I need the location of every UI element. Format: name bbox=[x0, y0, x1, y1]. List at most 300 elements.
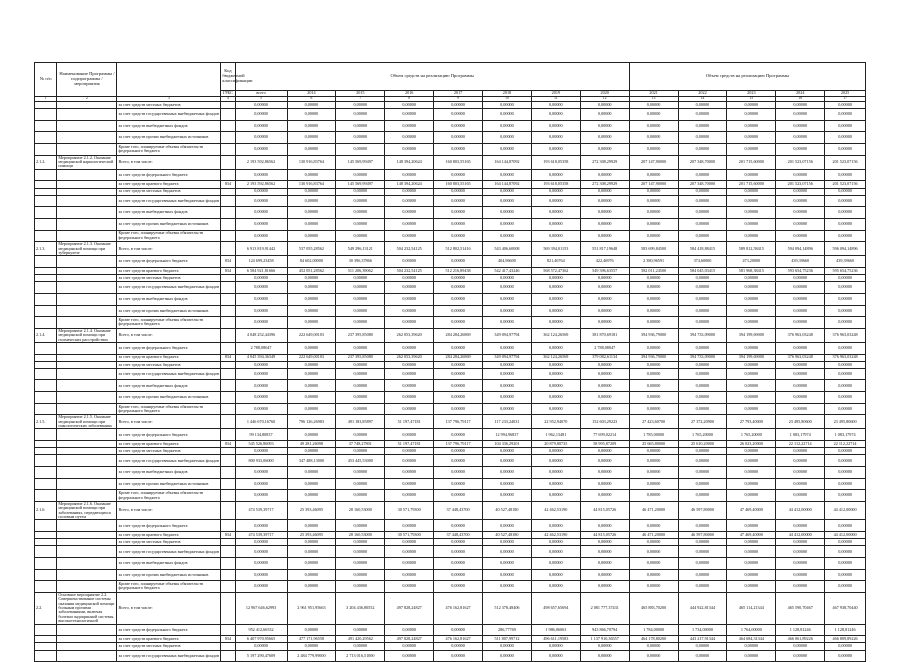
amount-cell: 0,00000 bbox=[678, 317, 727, 329]
amount-cell: 0,00000 bbox=[776, 569, 825, 581]
amount-cell: 0,00000 bbox=[531, 448, 580, 455]
amount-cell: 0,00000 bbox=[776, 188, 825, 195]
grbs-code bbox=[221, 624, 235, 636]
amount-cell: 394 733,09000 bbox=[678, 328, 727, 342]
amount-cell: 0,00000 bbox=[825, 490, 866, 502]
amount-cell: 0,00000 bbox=[336, 380, 385, 392]
row-number bbox=[35, 275, 57, 282]
amount-cell: 474 539,39717 bbox=[235, 501, 287, 520]
amount-cell: 0,00000 bbox=[629, 143, 678, 155]
subheader-cell: 2025 bbox=[825, 91, 866, 97]
amount-cell: 362 124,26569 bbox=[531, 328, 580, 342]
funding-source: за счет средств внебюджетных фондов bbox=[117, 207, 221, 219]
grbs-code bbox=[221, 415, 235, 429]
amount-cell: 262 053,39620 bbox=[385, 328, 434, 342]
amount-cell: 0,00000 bbox=[336, 546, 385, 558]
measure-name bbox=[57, 441, 117, 448]
measure-name bbox=[57, 403, 117, 415]
amount-cell: 0,00000 bbox=[287, 520, 336, 532]
amount-cell: 201 523,07156 bbox=[776, 155, 825, 169]
amount-cell: 0,00000 bbox=[629, 368, 678, 380]
table-row bbox=[35, 490, 866, 502]
amount-cell: 0,00000 bbox=[727, 305, 776, 317]
amount-cell: 376 963,03248 bbox=[825, 354, 866, 361]
funding-source: за счет средств государственных внебюджетных фондов bbox=[117, 368, 221, 380]
column-index-cell: 8 bbox=[385, 97, 434, 102]
amount-cell: 0,00000 bbox=[678, 342, 727, 354]
funding-source: за счет средств краевого бюджета bbox=[117, 354, 221, 361]
row-number bbox=[35, 267, 57, 274]
table-row bbox=[35, 361, 866, 368]
amount-cell: 0,00000 bbox=[727, 643, 776, 650]
amount-cell: 0,00000 bbox=[531, 120, 580, 132]
amount-cell: 104 336,29201 bbox=[483, 441, 532, 448]
row-number bbox=[35, 218, 57, 230]
grbs-code bbox=[221, 143, 235, 155]
amount-cell: 0,00000 bbox=[776, 293, 825, 305]
amount-cell: 0,00000 bbox=[727, 195, 776, 207]
amount-cell: 0,00000 bbox=[825, 317, 866, 329]
amount-cell: 0,00000 bbox=[483, 207, 532, 219]
amount-cell: 1 784,00000 bbox=[629, 624, 678, 636]
amount-cell: 0,00000 bbox=[825, 275, 866, 282]
table-row bbox=[35, 403, 866, 415]
amount-cell: 0,00000 bbox=[629, 305, 678, 317]
amount-cell: 0,00000 bbox=[580, 392, 629, 404]
amount-cell: 0,00000 bbox=[531, 467, 580, 479]
amount-cell: 464 178,80200 bbox=[629, 636, 678, 643]
funding-source: за счет средств прочих внебюджетных источников bbox=[117, 569, 221, 581]
amount-cell: 0,00000 bbox=[727, 392, 776, 404]
amount-cell: 0,00000 bbox=[580, 478, 629, 490]
amount-cell: 0,00000 bbox=[776, 282, 825, 294]
amount-cell: 0,00000 bbox=[434, 293, 483, 305]
amount-cell: 0,00000 bbox=[385, 282, 434, 294]
amount-cell: 0,00000 bbox=[580, 403, 629, 415]
amount-cell: 0,00000 bbox=[531, 169, 580, 181]
amount-cell: 0,00000 bbox=[776, 218, 825, 230]
amount-cell: 3 204 436,80552 bbox=[336, 592, 385, 624]
grbs-code bbox=[221, 392, 235, 404]
amount-cell: 821,46764 bbox=[531, 256, 580, 268]
grbs-code: 834 bbox=[221, 256, 235, 268]
amount-cell: 0,00000 bbox=[287, 643, 336, 650]
grbs-code bbox=[221, 546, 235, 558]
amount-cell: 22 952,94070 bbox=[531, 415, 580, 429]
amount-cell: 193 618,05358 bbox=[531, 155, 580, 169]
table-row bbox=[35, 342, 866, 354]
column-index-cell: 12 bbox=[580, 97, 629, 102]
amount-cell: 0,00000 bbox=[287, 361, 336, 368]
amount-cell: 349 094,97794 bbox=[483, 354, 532, 361]
amount-cell: 0,00000 bbox=[629, 403, 678, 415]
amount-cell: 0,00000 bbox=[629, 132, 678, 144]
table-row bbox=[35, 207, 866, 219]
amount-cell: 381 870,69181 bbox=[580, 328, 629, 342]
amount-cell: 237 395,85080 bbox=[336, 354, 385, 361]
amount-cell: 49 281,26098 bbox=[287, 441, 336, 448]
amount-cell: 148 394,20624 bbox=[385, 181, 434, 188]
row-number bbox=[35, 109, 57, 121]
amount-cell: 0,00000 bbox=[727, 342, 776, 354]
amount-cell: 0,00000 bbox=[678, 467, 727, 479]
header-source bbox=[117, 63, 221, 97]
row-number bbox=[35, 169, 57, 181]
measure-name bbox=[57, 478, 117, 490]
amount-cell: 0,00000 bbox=[235, 520, 287, 532]
amount-cell: 394 936,79000 bbox=[629, 328, 678, 342]
amount-cell: 0,00000 bbox=[287, 581, 336, 593]
amount-cell: 0,00000 bbox=[825, 478, 866, 490]
amount-cell: 0,00000 bbox=[434, 558, 483, 570]
amount-cell: 0,00000 bbox=[678, 120, 727, 132]
amount-cell: 0,00000 bbox=[580, 102, 629, 109]
subheader-cell: 2021 bbox=[629, 91, 678, 97]
amount-cell: 0,00000 bbox=[434, 195, 483, 207]
funding-source: за счет средств краевого бюджета bbox=[117, 532, 221, 539]
amount-cell: 0,00000 bbox=[629, 342, 678, 354]
measure-name bbox=[57, 256, 117, 268]
funding-source: за счет средств государственных внебюджетных фондов bbox=[117, 195, 221, 207]
amount-cell: 0,00000 bbox=[434, 188, 483, 195]
amount-cell: 145 569,99497 bbox=[336, 181, 385, 188]
amount-cell: 0,00000 bbox=[531, 490, 580, 502]
amount-cell: 422,46976 bbox=[580, 256, 629, 268]
amount-cell: 0,00000 bbox=[483, 132, 532, 144]
amount-cell: 0,00000 bbox=[235, 546, 287, 558]
amount-cell: 37 448,43700 bbox=[434, 532, 483, 539]
amount-cell: 0,00000 bbox=[629, 650, 678, 662]
amount-cell: 0,00000 bbox=[434, 643, 483, 650]
amount-cell: 465 590,70467 bbox=[776, 592, 825, 624]
subheader-cell: 2024 bbox=[776, 91, 825, 97]
amount-cell: 0,00000 bbox=[727, 102, 776, 109]
amount-cell: 0,00000 bbox=[580, 207, 629, 219]
funding-source: за счет средств государственных внебюджетных фондов bbox=[117, 650, 221, 662]
funding-source: Всего, в том числе: bbox=[117, 242, 221, 256]
table-row bbox=[35, 188, 866, 195]
amount-cell: 2 380,96591 bbox=[629, 256, 678, 268]
amount-cell: 0,00000 bbox=[776, 467, 825, 479]
grbs-code bbox=[221, 368, 235, 380]
amount-cell: 0,00000 bbox=[483, 305, 532, 317]
table-row bbox=[35, 328, 866, 342]
amount-cell: 0,00000 bbox=[531, 132, 580, 144]
amount-cell: 0,00000 bbox=[336, 624, 385, 636]
amount-cell: 0,00000 bbox=[287, 169, 336, 181]
measure-name: Мероприятие 2.1.4. Оказание медицинской помощи при психических расстройствах bbox=[57, 328, 117, 342]
table-row bbox=[35, 636, 866, 643]
amount-cell: 0,00000 bbox=[678, 650, 727, 662]
table-row bbox=[35, 455, 866, 467]
amount-cell: 0,00000 bbox=[235, 120, 287, 132]
amount-cell: 0,00000 bbox=[287, 275, 336, 282]
row-number bbox=[35, 143, 57, 155]
amount-cell: 0,00000 bbox=[483, 109, 532, 121]
amount-cell: 0,00000 bbox=[531, 455, 580, 467]
amount-cell: 0,00000 bbox=[727, 490, 776, 502]
budget-table bbox=[34, 62, 866, 662]
amount-cell: 504 232,54125 bbox=[385, 267, 434, 274]
amount-cell: 286,77769 bbox=[483, 624, 532, 636]
amount-cell: 0,00000 bbox=[287, 380, 336, 392]
amount-cell: 0,00000 bbox=[385, 368, 434, 380]
amount-cell: 0,00000 bbox=[825, 520, 866, 532]
grbs-code bbox=[221, 478, 235, 490]
grbs-code bbox=[221, 490, 235, 502]
row-number bbox=[35, 581, 57, 593]
row-number bbox=[35, 643, 57, 650]
table-row bbox=[35, 132, 866, 144]
column-index-cell: 14 bbox=[678, 97, 727, 102]
subheader-cell: всего bbox=[235, 91, 287, 97]
measure-name bbox=[57, 218, 117, 230]
table-row bbox=[35, 441, 866, 448]
amount-cell: 0,00000 bbox=[385, 569, 434, 581]
amount-cell: 376 963,03248 bbox=[825, 328, 866, 342]
amount-cell: 0,00000 bbox=[580, 546, 629, 558]
amount-cell: 439,39660 bbox=[825, 256, 866, 268]
amount-cell: 581 968,38415 bbox=[727, 267, 776, 274]
amount-cell: 0,00000 bbox=[531, 643, 580, 650]
grbs-code bbox=[221, 342, 235, 354]
amount-cell: 0,00000 bbox=[776, 455, 825, 467]
table-row bbox=[35, 392, 866, 404]
amount-cell: 0,00000 bbox=[235, 380, 287, 392]
table-row bbox=[35, 429, 866, 441]
amount-cell: 2 788,08047 bbox=[580, 342, 629, 354]
amount-cell: 0,00000 bbox=[385, 317, 434, 329]
amount-cell: 0,00000 bbox=[336, 109, 385, 121]
funding-source: Всего, в том числе: bbox=[117, 415, 221, 429]
column-index-cell: 5 bbox=[235, 97, 287, 102]
measure-name: Основное мероприятие 2.2. Совершенствование системы оказания медицинской помощи больным прочими заболеваниями, включая болезни эндокринной системы, высокотехнологичной bbox=[57, 592, 117, 624]
amount-cell: 20 879,80735 bbox=[531, 441, 580, 448]
amount-cell: 44 412,00000 bbox=[825, 501, 866, 520]
amount-cell: 0,00000 bbox=[336, 207, 385, 219]
table-row bbox=[35, 581, 866, 593]
amount-cell: 0,00000 bbox=[776, 305, 825, 317]
amount-cell: 207 147,90000 bbox=[629, 181, 678, 188]
amount-cell: 0,00000 bbox=[776, 546, 825, 558]
amount-cell: 0,00000 bbox=[483, 282, 532, 294]
amount-cell: 0,00000 bbox=[336, 490, 385, 502]
measure-name bbox=[57, 102, 117, 109]
funding-source: за счет средств местных бюджетов bbox=[117, 188, 221, 195]
amount-cell: 0,00000 bbox=[531, 380, 580, 392]
amount-cell: 0,00000 bbox=[336, 448, 385, 455]
amount-cell: 0,00000 bbox=[825, 403, 866, 415]
amount-cell: 44 412,00000 bbox=[825, 532, 866, 539]
amount-cell: 0,00000 bbox=[580, 109, 629, 121]
amount-cell: 0,00000 bbox=[434, 569, 483, 581]
amount-cell: 394 199,69000 bbox=[727, 354, 776, 361]
table-header-row bbox=[35, 63, 866, 91]
row-number bbox=[35, 429, 57, 441]
amount-cell: 272 308,29929 bbox=[580, 181, 629, 188]
amount-cell: 0,00000 bbox=[727, 218, 776, 230]
amount-cell: 0,00000 bbox=[434, 392, 483, 404]
amount-cell: 0,00000 bbox=[629, 361, 678, 368]
amount-cell: 0,00000 bbox=[336, 169, 385, 181]
column-index-cell: 6 bbox=[287, 97, 336, 102]
amount-cell: 0,00000 bbox=[483, 392, 532, 404]
grbs-code: 834 bbox=[221, 441, 235, 448]
amount-cell: 30 571,79300 bbox=[385, 532, 434, 539]
amount-cell: 594 094,14896 bbox=[776, 242, 825, 256]
amount-cell: 0,00000 bbox=[678, 539, 727, 546]
amount-cell: 0,00000 bbox=[531, 207, 580, 219]
amount-cell: 0,00000 bbox=[580, 143, 629, 155]
amount-cell: 0,00000 bbox=[483, 546, 532, 558]
grbs-code bbox=[221, 109, 235, 121]
header-sum-group: Объем средств на реализацию Программы bbox=[235, 63, 629, 91]
amount-cell: 596 094,14896 bbox=[825, 242, 866, 256]
row-number bbox=[35, 478, 57, 490]
grbs-code bbox=[221, 188, 235, 195]
amount-cell: 0,00000 bbox=[336, 342, 385, 354]
amount-cell: 0,00000 bbox=[287, 624, 336, 636]
amount-cell: 0,00000 bbox=[483, 368, 532, 380]
row-number: 2.1.2. bbox=[35, 155, 57, 169]
amount-cell: 44 412,00000 bbox=[776, 501, 825, 520]
measure-name bbox=[57, 305, 117, 317]
amount-cell: 452 051,28562 bbox=[287, 267, 336, 274]
amount-cell: 0,00000 bbox=[434, 546, 483, 558]
amount-cell: 1 765,20000 bbox=[678, 429, 727, 441]
amount-cell: 543 406,60008 bbox=[483, 242, 532, 256]
amount-cell: 0,00000 bbox=[235, 581, 287, 593]
amount-cell: 0,00000 bbox=[483, 218, 532, 230]
amount-cell: 582 011,24500 bbox=[629, 267, 678, 274]
amount-cell: 0,00000 bbox=[235, 169, 287, 181]
funding-source: за счет средств местных бюджетов bbox=[117, 643, 221, 650]
table-row bbox=[35, 478, 866, 490]
amount-cell: 0,00000 bbox=[483, 195, 532, 207]
measure-name bbox=[57, 520, 117, 532]
amount-cell: 0,00000 bbox=[483, 361, 532, 368]
table-row bbox=[35, 368, 866, 380]
amount-cell: 201 523,07156 bbox=[825, 155, 866, 169]
amount-cell: 26 023,20000 bbox=[727, 441, 776, 448]
amount-cell: 0,00000 bbox=[678, 455, 727, 467]
funding-source: за счет средств государственных внебюджетных фондов bbox=[117, 455, 221, 467]
amount-cell: 0,00000 bbox=[287, 558, 336, 570]
row-number bbox=[35, 354, 57, 361]
column-index-cell: 4 bbox=[221, 97, 235, 102]
amount-cell: 0,00000 bbox=[678, 275, 727, 282]
amount-cell: 44 412,00000 bbox=[776, 532, 825, 539]
amount-cell: 568 572,47362 bbox=[531, 267, 580, 274]
amount-cell: 0,00000 bbox=[531, 650, 580, 662]
measure-name bbox=[57, 558, 117, 570]
funding-source: за счет средств федерального бюджета bbox=[117, 256, 221, 268]
header-number: № п/п bbox=[35, 63, 57, 97]
amount-cell: 0,00000 bbox=[580, 275, 629, 282]
amount-cell: 0,00000 bbox=[287, 230, 336, 242]
amount-cell: 0,00000 bbox=[336, 102, 385, 109]
funding-source: за счет средств государственных внебюджетных фондов bbox=[117, 546, 221, 558]
amount-cell: 0,00000 bbox=[580, 169, 629, 181]
funding-source: за счет средств внебюджетных фондов bbox=[117, 380, 221, 392]
amount-cell: 0,00000 bbox=[776, 317, 825, 329]
amount-cell: 0,00000 bbox=[385, 478, 434, 490]
funding-source: за счет средств местных бюджетов bbox=[117, 102, 221, 109]
amount-cell: 0,00000 bbox=[727, 143, 776, 155]
amount-cell: 0,00000 bbox=[531, 102, 580, 109]
amount-cell: 0,00000 bbox=[629, 467, 678, 479]
amount-cell: 237 395,85080 bbox=[336, 328, 385, 342]
subheader-cell: 2019 bbox=[531, 91, 580, 97]
amount-cell: 2 193 592,86562 bbox=[235, 155, 287, 169]
subheader-cell: 2020 bbox=[580, 91, 629, 97]
amount-cell: 0,00000 bbox=[336, 132, 385, 144]
amount-cell: 0,00000 bbox=[434, 380, 483, 392]
funding-source: за счет средств внебюджетных фондов bbox=[117, 120, 221, 132]
amount-cell: 0,00000 bbox=[580, 305, 629, 317]
table-row bbox=[35, 267, 866, 274]
row-number bbox=[35, 520, 57, 532]
amount-cell: 0,00000 bbox=[629, 558, 678, 570]
amount-cell: 0,00000 bbox=[727, 230, 776, 242]
amount-cell: 0,00000 bbox=[385, 102, 434, 109]
funding-source: за счет средств краевого бюджета bbox=[117, 636, 221, 643]
amount-cell: 0,00000 bbox=[825, 188, 866, 195]
measure-name bbox=[57, 293, 117, 305]
amount-cell: 0,00000 bbox=[287, 392, 336, 404]
amount-cell: 0,00000 bbox=[483, 317, 532, 329]
amount-cell: 0,00000 bbox=[825, 361, 866, 368]
grbs-code bbox=[221, 102, 235, 109]
amount-cell: 0,00000 bbox=[235, 467, 287, 479]
amount-cell: 0,00000 bbox=[531, 195, 580, 207]
amount-cell: 0,00000 bbox=[678, 169, 727, 181]
amount-cell: 0,00000 bbox=[531, 558, 580, 570]
amount-cell: 46 471,20000 bbox=[629, 532, 678, 539]
amount-cell: 0,00000 bbox=[385, 188, 434, 195]
table-row bbox=[35, 305, 866, 317]
measure-name: Мероприятие 2.1.3. Оказание медицинской помощи при туберкулезе bbox=[57, 242, 117, 256]
amount-cell: 0,00000 bbox=[385, 490, 434, 502]
amount-cell: 491 183,85897 bbox=[336, 415, 385, 429]
amount-cell: 0,00000 bbox=[235, 569, 287, 581]
amount-cell: 0,00000 bbox=[434, 624, 483, 636]
amount-cell: 0,00000 bbox=[434, 317, 483, 329]
funding-source: Всего, в том числе: bbox=[117, 501, 221, 520]
amount-cell: 0,00000 bbox=[727, 520, 776, 532]
amount-cell: 0,00000 bbox=[385, 429, 434, 441]
amount-cell: 25 393,46095 bbox=[287, 532, 336, 539]
amount-cell: 0,00000 bbox=[580, 448, 629, 455]
table-row bbox=[35, 230, 866, 242]
amount-cell: 0,00000 bbox=[678, 218, 727, 230]
amount-cell: 0,00000 bbox=[678, 448, 727, 455]
amount-cell: 0,00000 bbox=[434, 132, 483, 144]
amount-cell: 943 866,70794 bbox=[580, 624, 629, 636]
grbs-code bbox=[221, 592, 235, 624]
amount-cell: 0,00000 bbox=[678, 403, 727, 415]
amount-cell: 0,00000 bbox=[235, 317, 287, 329]
column-index-cell: 10 bbox=[483, 97, 532, 102]
amount-cell: 25 393,46095 bbox=[287, 501, 336, 520]
header-plan-group: Объем средств на реализацию Программы bbox=[629, 63, 865, 91]
amount-cell: 0,00000 bbox=[235, 230, 287, 242]
table-row bbox=[35, 242, 866, 256]
amount-cell: 589 812,58415 bbox=[727, 242, 776, 256]
funding-source: за счет средств внебюджетных фондов bbox=[117, 558, 221, 570]
amount-cell: 0,00000 bbox=[727, 546, 776, 558]
amount-cell: 0,00000 bbox=[776, 132, 825, 144]
